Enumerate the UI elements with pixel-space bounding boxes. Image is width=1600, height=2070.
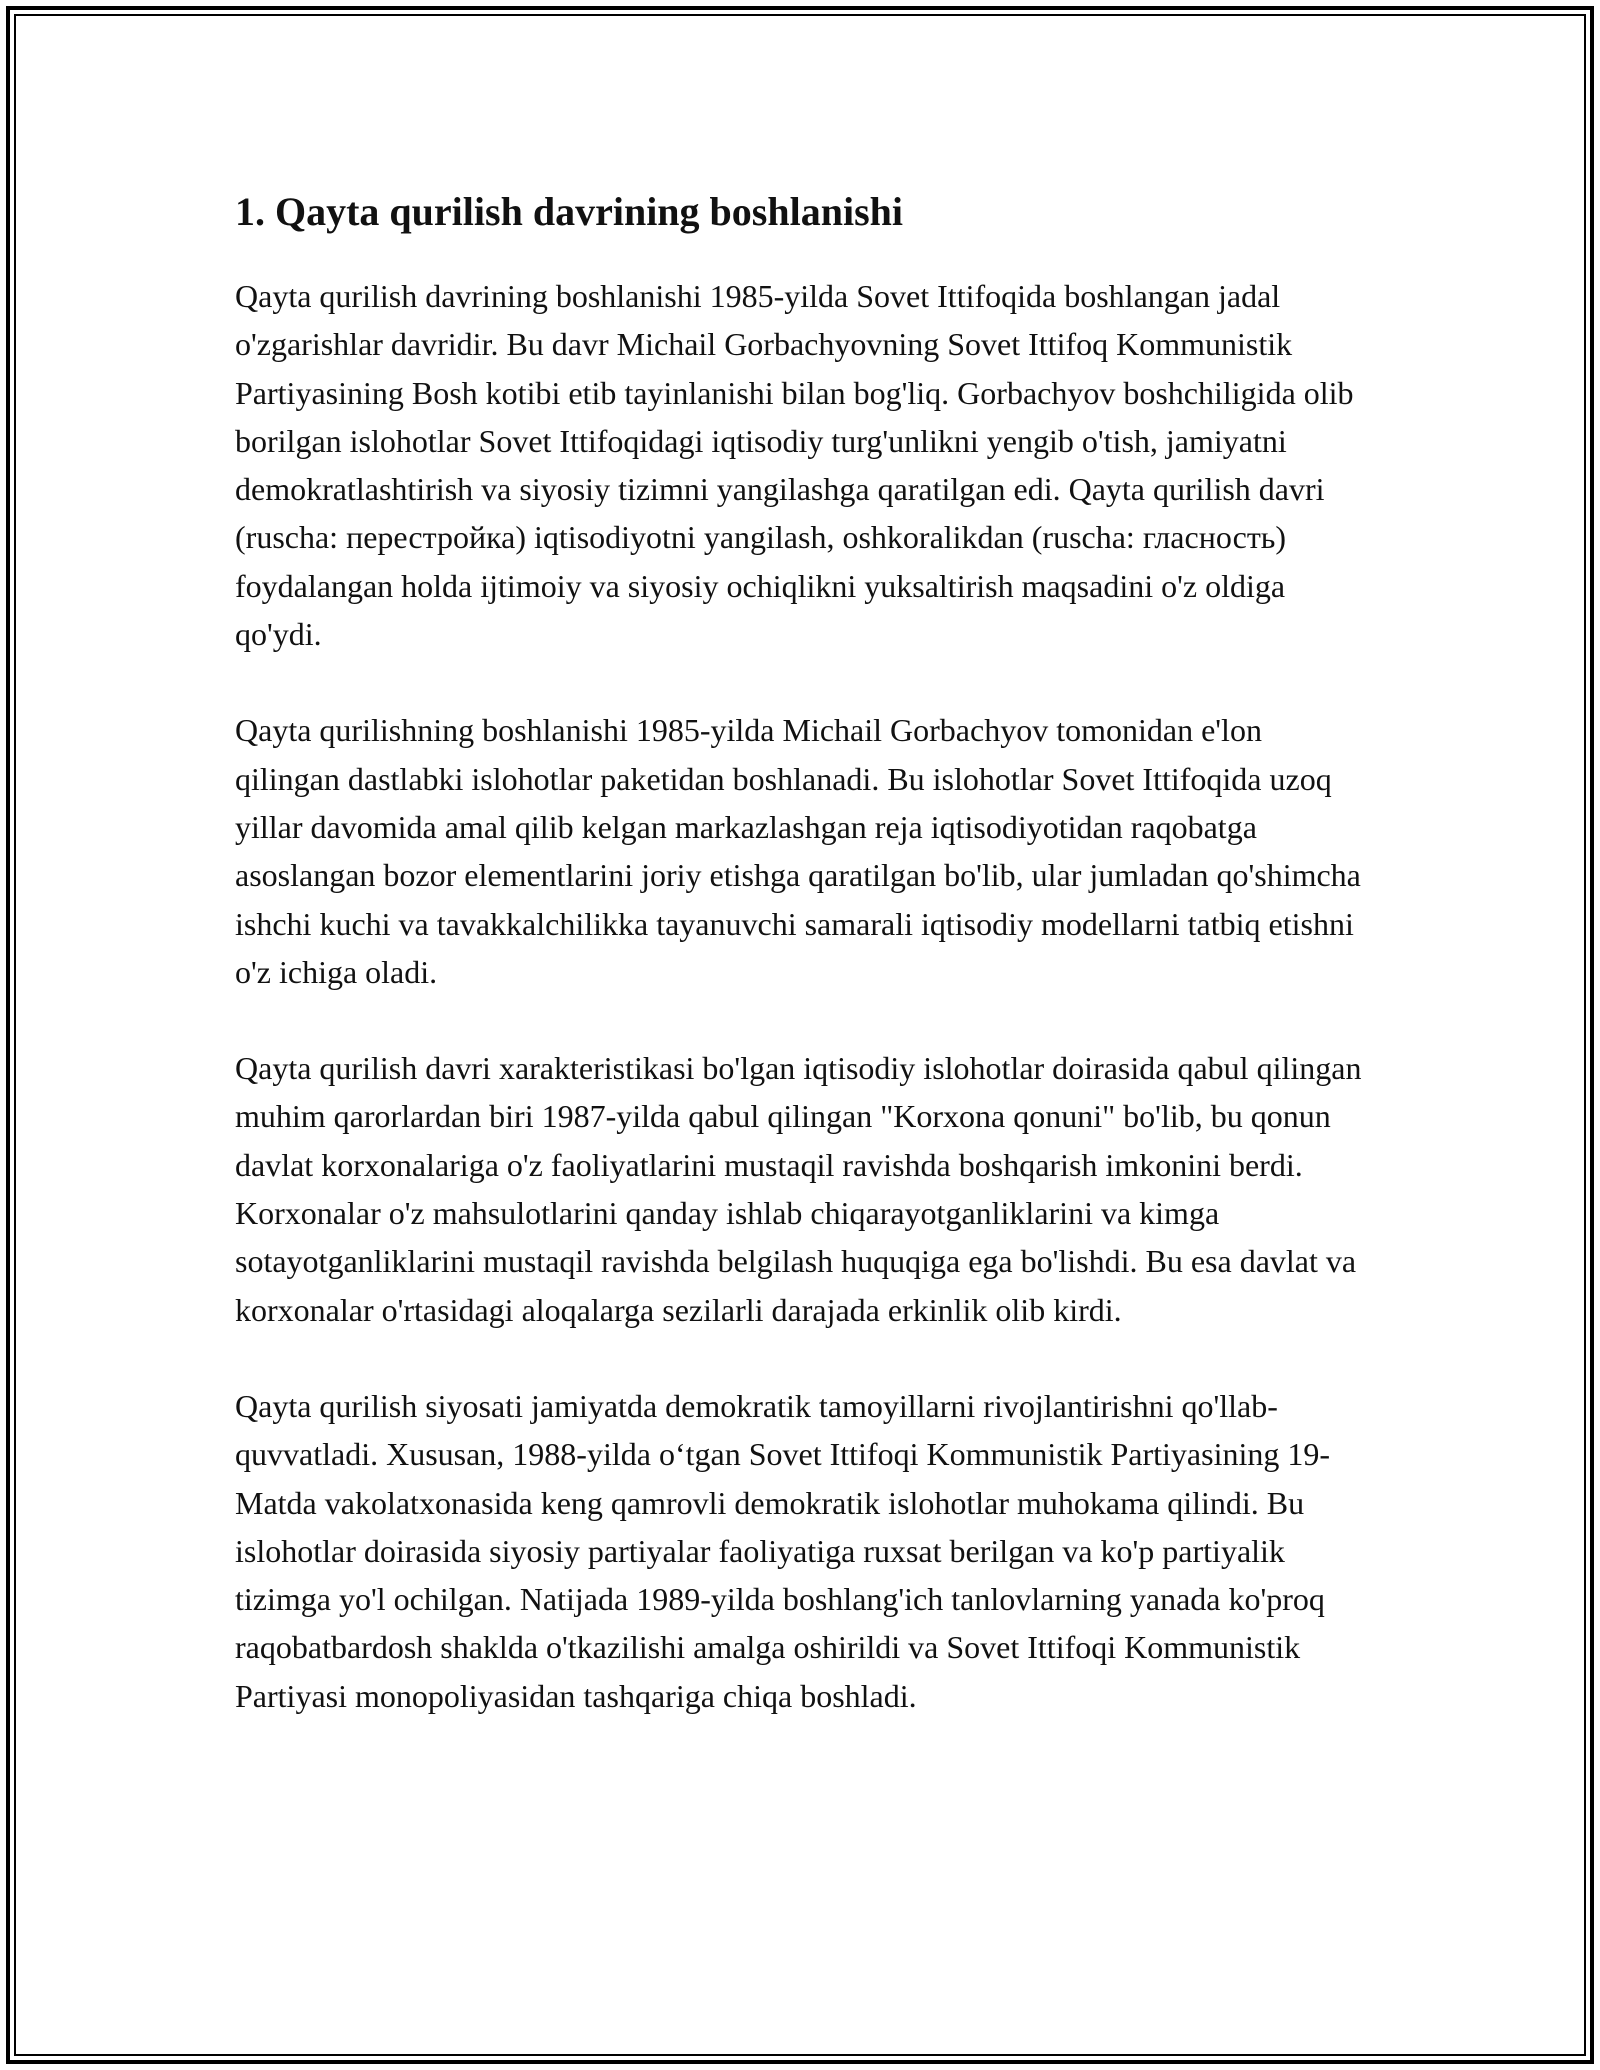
section-heading: 1. Qayta qurilish davrining boshlanishi — [235, 189, 904, 234]
document-body — [235, 186, 1365, 1768]
paragraph-3: Qayta qurilish davri xarakteristikasi bo'lgan iqtisodiy islohotlar doirasida qabul qilingan muhim qarorlardan biri 1987-yilda qabul qilingan "Korxona qonuni" bo'lib, bu qonun davlat korxonalariga o'z faoliyatlarini mustaqil ravishda boshqarish imkonini berdi. Korxonalar o'z mahsulotlarini qanday ishlab chiqarayotganliklarini va kimga sotayotganliklarini mustaqil ravishda belgilash huquqiga ega bo'lishdi. Bu esa davlat va korxonalar o'rtasidagi aloqalarga sezilarli darajada erkinlik olib kirdi. — [235, 1050, 1362, 1328]
paragraph-2: Qayta qurilishning boshlanishi 1985-yilda Michail Gorbachyov tomonidan e'lon qilingan dastlabki islohotlar paketidan boshlanadi. Bu islohotlar Sovet Ittifoqida uzoq yillar davomida amal qilib kelgan markazlashgan reja iqtisodiyotidan raqobatga asoslangan bozor elementlarini joriy etishga qaratilgan bo'lib, ular jumladan qo'shimcha ishchi kuchi va tavakkalchilikka tayanuvchi samarali iqtisodiy modellarni tatbiq etishni o'z ichiga oladi. — [235, 712, 1361, 990]
paragraph-4: Qayta qurilish siyosati jamiyatda demokratik tamoyillarni rivojlantirishni qo'llab-quvvatladi. Xususan, 1988-yilda o‘tgan Sovet Ittifoqi Kommunistik Partiyasining 19-Matda vakolatxonasida keng qamrovli demokratik islohotlar muhokama qilindi. Bu islohotlar doirasida siyosiy partiyalar faoliyatiga ruxsat berilgan va ko'p partiyalik tizimga yo'l ochilgan. Natijada 1989-yilda boshlang'ich tanlovlarning yanada ko'proq raqobatbardosh shaklda o'tkazilishi amalga oshirildi va Sovet Ittifoqi Kommunistik Partiyasi monopoliyasidan tashqariga chiqa boshladi. — [235, 1387, 1330, 1714]
paragraph-1: Qayta qurilish davrining boshlanishi 1985-yilda Sovet Ittifoqida boshlangan jadal o'zgarishlar davridir. Bu davr Michail Gorbachyovning Sovet Ittifoq Kommunistik Partiyasining Bosh kotibi etib tayinlanishi bilan bog'liq. Gorbachyov boshchiligida olib borilgan islohotlar Sovet Ittifoqidagi iqtisodiy turg'unlikni yengib o'tish, jamiyatni demokratlashtirish va siyosiy tizimni yangilashga qaratilgan edi. Qayta qurilish davri (ruscha: перестройка) iqtisodiyotni yangilash, oshkoralikdan (ruscha: гласность) foydalangan holda ijtimoiy va siyosiy ochiqlikni yuksaltirish maqsadini o'z oldiga qo'ydi. — [235, 278, 1354, 653]
